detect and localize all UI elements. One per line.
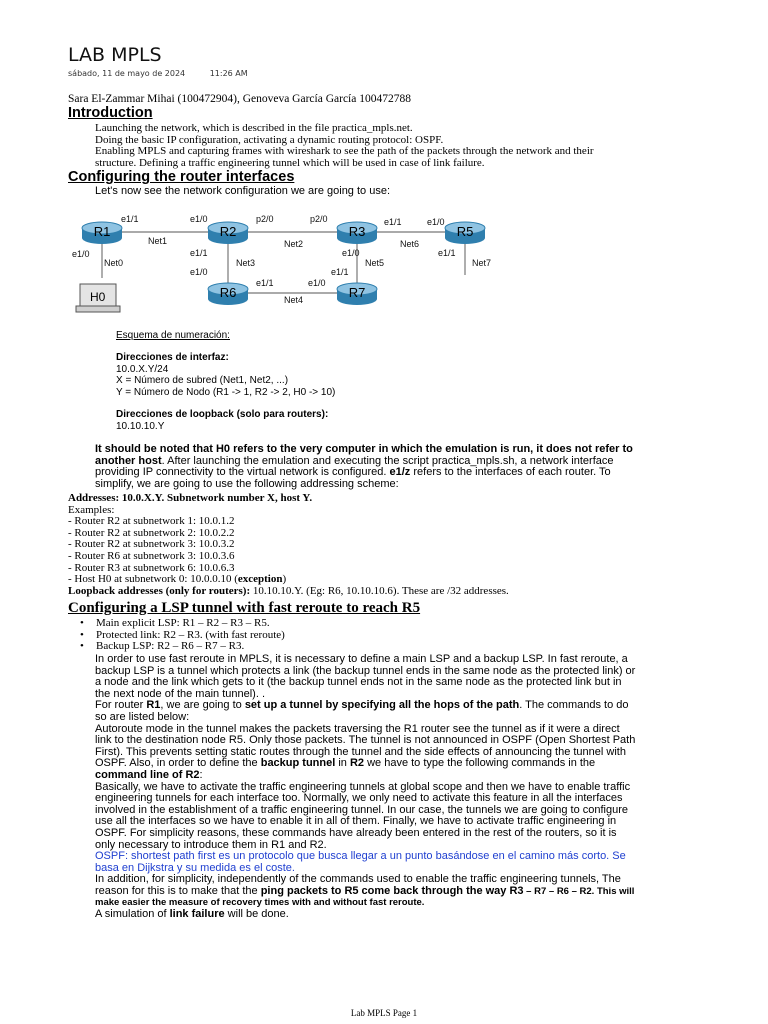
- iface-label: e1/1: [384, 217, 402, 227]
- router-label: R3: [348, 224, 366, 239]
- authors: Sara El-Zammar Mihai (100472904), Genoveva García García 100472788: [68, 93, 411, 105]
- loopback-rest: 10.10.10.Y. (Eg: R6, 10.10.10.6). These are /32 addresses.: [250, 584, 509, 597]
- scheme-title: Esquema de numeración:: [116, 330, 230, 341]
- iface-label: e1/1: [331, 267, 349, 277]
- iface-label: e1/0: [427, 217, 445, 227]
- text-run: Autoroute mode in the tunnel makes the packets traversing the R1 router see the tunnel as if it were a direct link to the destination node R5. Only those packets. The tunnel is not announced in OSPF (Open Shortest Path First). This prevents setting static routes through the tunnel and the side effects of announcing the tunnel with OSPF. Also, in order to define the: [95, 722, 636, 770]
- net-label: Net4: [284, 295, 304, 305]
- intro-line: Enabling MPLS and capturing frames with wireshark to see the path of the packets through the network and their: [95, 145, 594, 158]
- emulation-note: [95, 444, 635, 490]
- net-label: Net5: [365, 258, 385, 268]
- text-run: ping packets to R5 come back through the way R3: [260, 884, 524, 897]
- host-line: - Host H0 at subnetwork 0: 10.0.0.10 (: [68, 573, 238, 586]
- examples-label: Examples:: [68, 503, 115, 516]
- text-run: in: [335, 757, 350, 770]
- intro-line: Doing the basic IP configuration, activating a dynamic routing protocol: OSPF.: [95, 133, 444, 146]
- addressing-block: [68, 493, 728, 597]
- host-label: H0: [90, 290, 106, 304]
- iface-label: e1/1: [190, 248, 208, 258]
- lsp-para: [95, 874, 637, 909]
- net-label: Net2: [284, 239, 304, 249]
- lsp-body: [95, 654, 637, 921]
- iface-label: e1/1: [438, 248, 456, 258]
- scheme-line: 10.10.10.Y: [116, 420, 165, 432]
- lsp-bullet: • Backup LSP: R2 – R6 – R7 – R3.: [70, 641, 710, 653]
- router-label: R6: [219, 285, 237, 300]
- net-label: Net3: [236, 258, 256, 268]
- iface-label: e1/0: [342, 248, 360, 258]
- host-h0-icon: [76, 284, 120, 312]
- numbering-scheme: [116, 330, 335, 433]
- note-bold: It should be noted that H0 refers to the very computer in which the emulation is run, it does not refer to another host: [95, 443, 633, 467]
- intro-heading: Introduction: [68, 105, 153, 121]
- text-run: backup tunnel: [260, 757, 336, 770]
- router-r1-icon: [82, 222, 122, 244]
- host-close: ): [282, 573, 287, 586]
- page-title: LAB MPLS: [68, 44, 162, 66]
- text-run: we have to type the following commands in the: [364, 757, 596, 770]
- ospf-note: OSPF: shortest path first es un protocolo que busca llegar a un punto basándose en el camino más corto. Se basa en Dijkstra y su medida es el coste.: [95, 850, 626, 874]
- router-r7-icon: [337, 283, 377, 305]
- text-run: set up a tunnel by specifying all the hops of the path: [244, 699, 520, 712]
- scheme-line: 10.0.X.Y/24: [116, 363, 169, 375]
- router-label: R1: [93, 224, 111, 239]
- net-label: Net6: [400, 239, 420, 249]
- lsp-bullets: [70, 618, 710, 653]
- text-run: For router: [95, 699, 147, 712]
- page-footer: Lab MPLS Page 1: [350, 1008, 418, 1018]
- net-label: Net7: [472, 258, 492, 268]
- router-r2-icon: [208, 222, 248, 244]
- text-run: will be done.: [224, 908, 289, 921]
- iface-label: p2/0: [310, 214, 328, 224]
- iface-label: e1/1: [256, 278, 274, 288]
- loop-title: Direcciones de loopback (solo para routers):: [116, 408, 329, 420]
- host-exception: exception: [237, 573, 283, 586]
- text-run: . The commands to do so are listed below:: [95, 699, 629, 723]
- intro-line: Launching the network, which is described in the file practica_mpls.net.: [95, 122, 413, 134]
- intro-line: structure. Defining a traffic engineering tunnel which will be used in case of link failure.: [95, 156, 485, 169]
- router-label: R5: [456, 224, 474, 239]
- router-r3-icon: [337, 222, 377, 244]
- text-run: A simulation of: [95, 908, 170, 921]
- text-run: command line of R2: [95, 768, 200, 781]
- iface-label: e1/1: [121, 214, 139, 224]
- net-label: Net1: [148, 236, 168, 246]
- iface-label: e1/0: [190, 267, 208, 277]
- iface-label: p2/0: [256, 214, 274, 224]
- config-heading: Configuring the router interfaces: [68, 169, 295, 185]
- router-r6-icon: [208, 283, 248, 305]
- lsp-para: [95, 700, 637, 723]
- text-run: – R7 – R6 – R2. This will make easier the measure of recovery times with and without fast reroute.: [95, 885, 635, 909]
- note-rest2: refers to the interfaces of each router. To simplify, we are going to use the following addressing scheme:: [95, 466, 611, 490]
- iface-label: e1/0: [308, 278, 326, 288]
- example-line: - Router R2 at subnetwork 1: 10.0.1.2: [68, 515, 235, 528]
- text-run: , we are going to: [160, 699, 245, 712]
- note-rest: . After launching the emulation and executing the script practica_mpls.sh, a network interface providing IP connectivity to the virtual network is configured.: [95, 454, 614, 479]
- router-label: R2: [219, 224, 237, 239]
- text-run: link failure: [169, 908, 225, 921]
- scheme-line: X = Número de subred (Net1, Net2, ...): [116, 375, 289, 387]
- lsp-para: [95, 909, 637, 921]
- text-run: In addition, for simplicity, independently of the commands used to enable the traffic engineering tunnels, The reason for this is to make that the: [95, 873, 621, 897]
- page-meta: [68, 69, 270, 78]
- iface-label: e1/0: [72, 249, 90, 259]
- text-run: R1: [146, 699, 161, 712]
- note-bold2: e1/z: [389, 466, 411, 479]
- lsp-para: Basically, we have to activate the traffic engineering tunnels at global scope and then we have to enable traffic engineering tunnels for each interface too. Normally, we only need to activate this feature in all the interfaces involved in the establishment of a traffic engineering tunnel. In our case, the tunnels we are going to configure use all the interfaces so we have to enable it in all of them. Finally, we have to activate traffic engineering in OSPF. For simplicity reasons, these commands have already been entered in the rest of the routers, so it is only necessary to introduce them in R1 and R2.: [95, 780, 631, 851]
- example-line: - Router R6 at subnetwork 3: 10.0.3.6: [68, 549, 235, 562]
- addresses-line: Addresses: 10.0.X.Y. Subnetwork number X, host Y.: [68, 492, 313, 504]
- net-label: Net0: [104, 258, 124, 268]
- page-date: sábado, 11 de mayo de 2024: [68, 69, 186, 78]
- text-run: R2: [349, 757, 365, 770]
- lsp-para: [95, 724, 637, 782]
- lsp-bullet: • Main explicit LSP: R1 – R2 – R3 – R5.: [70, 618, 710, 630]
- page-time: 11:26 AM: [209, 69, 248, 78]
- example-line: - Router R2 at subnetwork 3: 10.0.3.2: [68, 538, 235, 551]
- lsp-bullet: • Protected link: R2 – R3. (with fast reroute): [70, 630, 710, 642]
- router-r5-icon: [445, 222, 485, 244]
- iface-label: e1/0: [190, 214, 208, 224]
- example-line: - Router R3 at subnetwork 6: 10.0.6.3: [68, 561, 235, 574]
- lsp-heading: Configuring a LSP tunnel with fast reroute to reach R5: [68, 600, 421, 616]
- network-diagram: [60, 200, 530, 320]
- loopback-bold: Loopback addresses (only for routers):: [68, 584, 251, 597]
- router-label: R7: [348, 285, 366, 300]
- lsp-para: In order to use fast reroute in MPLS, it is necessary to define a main LSP and a backup LSP. In fast reroute, a backup LSP is a tunnel which protects a link (the backup tunnel ends in the same node as the protected link) or a node and the link which gets to it (the backup tunnel ends not in the same node as the protected link but in the next node of the main tunnel). .: [95, 653, 636, 700]
- example-line: - Router R2 at subnetwork 2: 10.0.2.2: [68, 526, 235, 539]
- intro-text: [95, 123, 735, 169]
- text-run: :: [199, 768, 203, 781]
- scheme-line: Y = Número de Nodo (R1 -> 1, R2 -> 2, H0 -> 10): [116, 387, 336, 399]
- config-lead: Let's now see the network configuration we are going to use:: [95, 185, 391, 197]
- iface-title: Direcciones de interfaz:: [116, 351, 229, 363]
